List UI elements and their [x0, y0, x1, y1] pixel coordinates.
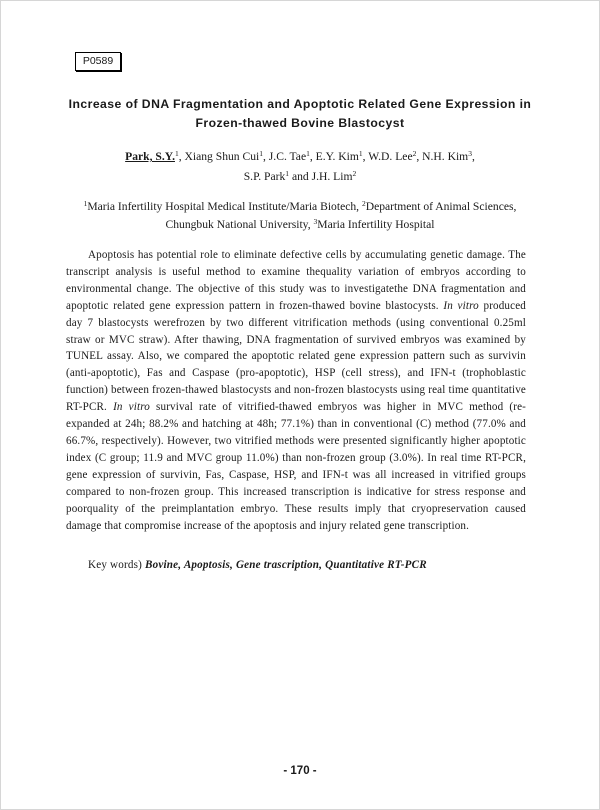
affiliations: [60, 198, 540, 234]
title-line-1: Increase of DNA Fragmentation and Apoptotic Related Gene Expression in: [68, 97, 532, 111]
keywords: [88, 557, 528, 574]
author-name: J.H. Lim: [311, 170, 353, 183]
in-vitro-term: In vitro: [443, 299, 479, 312]
author-name: E.Y. Kim: [315, 150, 359, 163]
affiliation-text: Maria Infertility Hospital: [317, 218, 435, 231]
affiliation-text: Department of Animal Sciences,: [365, 200, 517, 213]
abstract-body: [66, 247, 526, 534]
authors-line-2: S.P. Park$^1$ and J.H. Lim$^2$: [243, 169, 357, 183]
abstract-code: P0589: [75, 52, 121, 71]
page-number: - 170 -: [283, 765, 317, 777]
keywords-list: Bovine, Apoptosis, Gene trascription, Quantitative RT-PCR: [145, 559, 427, 571]
author-name: S.P. Park: [243, 170, 286, 183]
in-vitro-term: In vitro: [113, 401, 150, 414]
author-name: J.C. Tae: [268, 150, 307, 163]
abstract-paragraph: Apoptosis has potential role to eliminate defective cells by accumulating genetic damage. The transcript analysis is useful method to examine thequality variation of embryos according to environmental change. The objective of this study was to investigatethe DNA fragmentation and apoptotic related gene expression pattern in frozen-thawed bovine blastocysts. In vitro produced day 7 blastocysts werefrozen by two different vitrification methods (using conventional 0.25ml straw or MVC straw). After thawing, DNA fragmentation of survived embryos was examined by TUNEL assay. Also, we compared the apoptotic related gene expression pattern such as survivin (anti-apoptotic), Fas and Caspase (pro-apoptotic), HSP (cell stress), and IFN-t (trophoblastic function) between frozen-thawed blastocysts and non-frozen blastocysts using real time quantitative RT-PCR. In vitro survival rate of vitrified-thawed embryos was higher in MVC method (re-expanded at 24h; 88.2% and hatching at 48h; 77.1%) than in conventional (C) method (77.0% and 66.7%, respectively). However, two vitrified methods were presented significantly higher apoptotic index (C group; 11.9 and MVC group 11.0%) than non-frozen group (3.0%). In real time RT-PCR, gene expression of survivin, Fas, Caspase, HSP, and IFN-t was all increased in vitrified groups compared to non-frozen group. This increased transcription is indicative for stress response and poorquality of the preimplantation embryo. These results imply that cryopreservation caused damage that compromise increase of the apoptosis and injury related gene transcription.: [66, 249, 526, 532]
author-name: Xiang Shun Cui: [184, 150, 260, 163]
author-list: [70, 147, 530, 187]
lead-author: Park, S.Y.: [125, 150, 175, 163]
affiliations-line-2: Chungbuk National University, $^3$Maria Infertility Hospital: [165, 217, 435, 231]
affiliation-text: Chungbuk National University,: [165, 218, 314, 231]
affiliation-text: Maria Infertility Hospital Medical Institute/Maria Biotech,: [87, 200, 362, 213]
keywords-label: Key words): [88, 559, 146, 571]
authors-line-1: Park, S.Y.$^1$, Xiang Shun Cui$^1$, J.C. Tae$^1$, E.Y. Kim$^1$, W.D. Lee$^2$, N.H. Kim$^3$,: [125, 149, 475, 163]
author-name: W.D. Lee: [368, 150, 413, 163]
author-name: N.H. Kim: [422, 150, 469, 163]
paper-title: [60, 95, 540, 133]
title-line-2: Frozen-thawed Bovine Blastocyst: [195, 116, 405, 130]
affiliations-line-1: $^1$Maria Infertility Hospital Medical Institute/Maria Biotech, $^2$Department of Animal Sciences,: [83, 199, 517, 213]
